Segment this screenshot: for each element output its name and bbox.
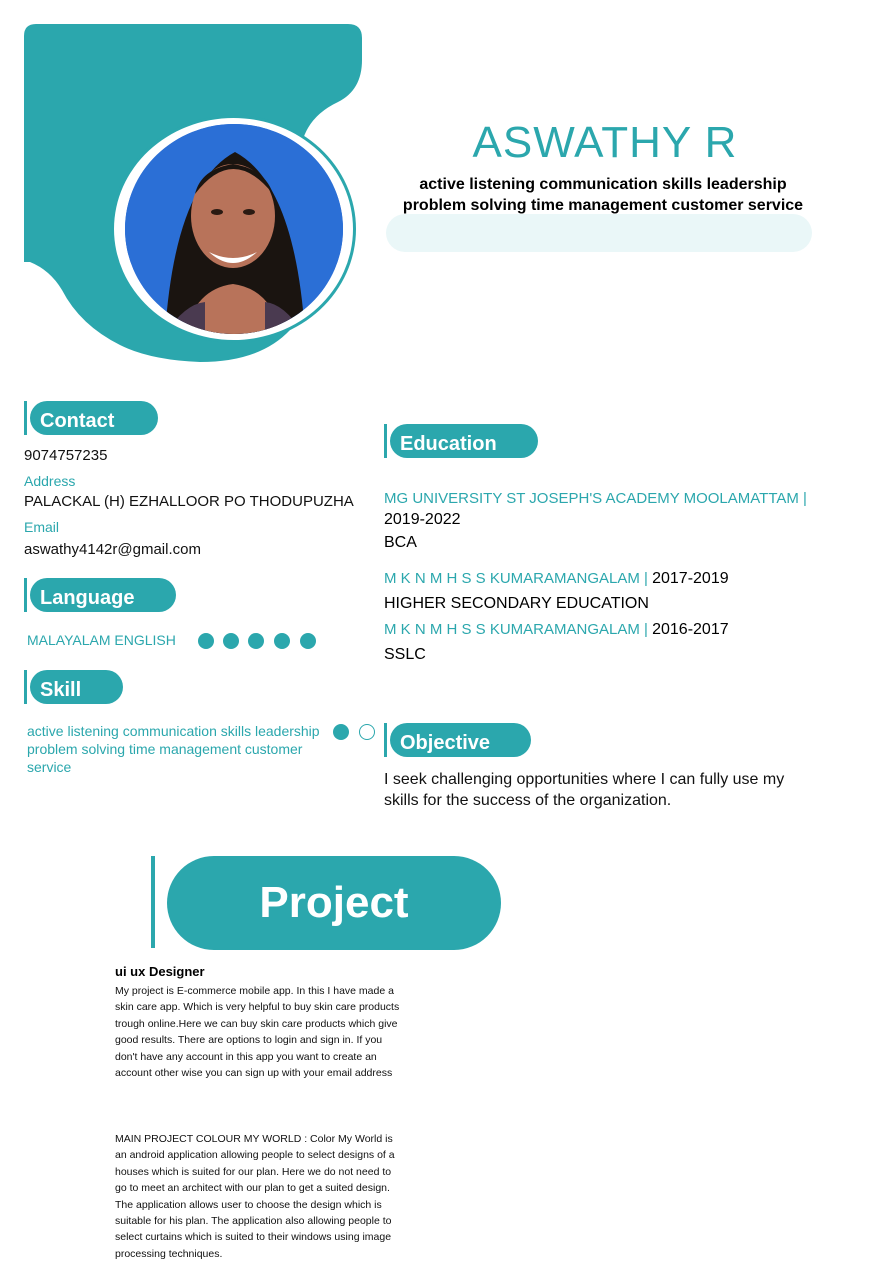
phone-number: 9074757235 — [24, 447, 108, 464]
rating-dot — [198, 633, 214, 649]
education-heading: Education — [390, 424, 538, 458]
address-label: Address — [24, 473, 76, 489]
headline-bar — [386, 214, 812, 252]
education-institution — [384, 488, 814, 530]
institution-name: M K N M H S S KUMARAMANGALAM | — [384, 570, 653, 587]
project-heading: Project — [167, 856, 501, 950]
rating-dot — [223, 633, 239, 649]
contact-rule — [24, 401, 27, 435]
objective-text: I seek challenging opportunities where I can fully use my skills for the success of the organization. — [384, 771, 785, 809]
education-years: 2016-2017 — [652, 621, 729, 638]
education-years: 2019-2022 — [384, 511, 461, 528]
skill-list: active listening communication skills leadership problem solving time management customer service — [27, 723, 320, 775]
education-degree: BCA — [384, 534, 417, 551]
project-rule — [151, 856, 155, 948]
education-degree: SSLC — [384, 646, 426, 663]
contact-heading: Contact — [30, 401, 158, 435]
objective-heading: Objective — [390, 723, 531, 757]
project-role: ui ux Designer — [115, 964, 205, 979]
project-description: My project is E-commerce mobile app. In this I have made a skin care app. Which is very helpful to buy skin care products trough online.Here we can buy skin care products which give good results. There are options to login and sign in. If you don't have any account in this app you want to create an account other wise you can sign up with your email address — [115, 985, 400, 1080]
education-degree: HIGHER SECONDARY EDUCATION — [384, 595, 649, 612]
email-value: aswathy4142r@gmail.com — [24, 541, 201, 558]
rating-dot-empty — [359, 724, 375, 740]
candidate-name: ASWATHY R — [472, 118, 738, 167]
skill-rule — [24, 670, 27, 704]
language-heading: Language — [30, 578, 176, 612]
rating-dot — [300, 633, 316, 649]
education-years: 2017-2019 — [652, 570, 729, 587]
main-project-description: MAIN PROJECT COLOUR MY WORLD : Color My World is an android application allowing people to select designs of a houses which is suited for our plan. Here we do not need to go to meet an architect with our plan to get a suited design. The application allows user to choose the design which is suitable for his plan. The application also allowing people to select curtains which is suited to their windows using image processing techniques. — [115, 1133, 395, 1260]
skill-heading: Skill — [30, 670, 123, 704]
language-rule — [24, 578, 27, 612]
rating-dot — [274, 633, 290, 649]
language-list: MALAYALAM ENGLISH — [27, 632, 176, 648]
education-institution — [384, 568, 814, 589]
education-institution — [384, 619, 814, 640]
education-rule — [384, 424, 387, 458]
rating-dot — [248, 633, 264, 649]
institution-name: MG UNIVERSITY ST JOSEPH'S ACADEMY MOOLAMATTAM | — [384, 490, 807, 507]
email-label: Email — [24, 519, 60, 535]
headline-skills: active listening communication skills leadership problem solving time management customer service — [402, 176, 804, 214]
address-value: PALACKAL (H) EZHALLOOR PO THODUPUZHA — [24, 493, 354, 510]
rating-dot — [333, 724, 349, 740]
objective-rule — [384, 723, 387, 757]
profile-photo — [125, 124, 343, 334]
institution-name: M K N M H S S KUMARAMANGALAM | — [384, 621, 653, 638]
